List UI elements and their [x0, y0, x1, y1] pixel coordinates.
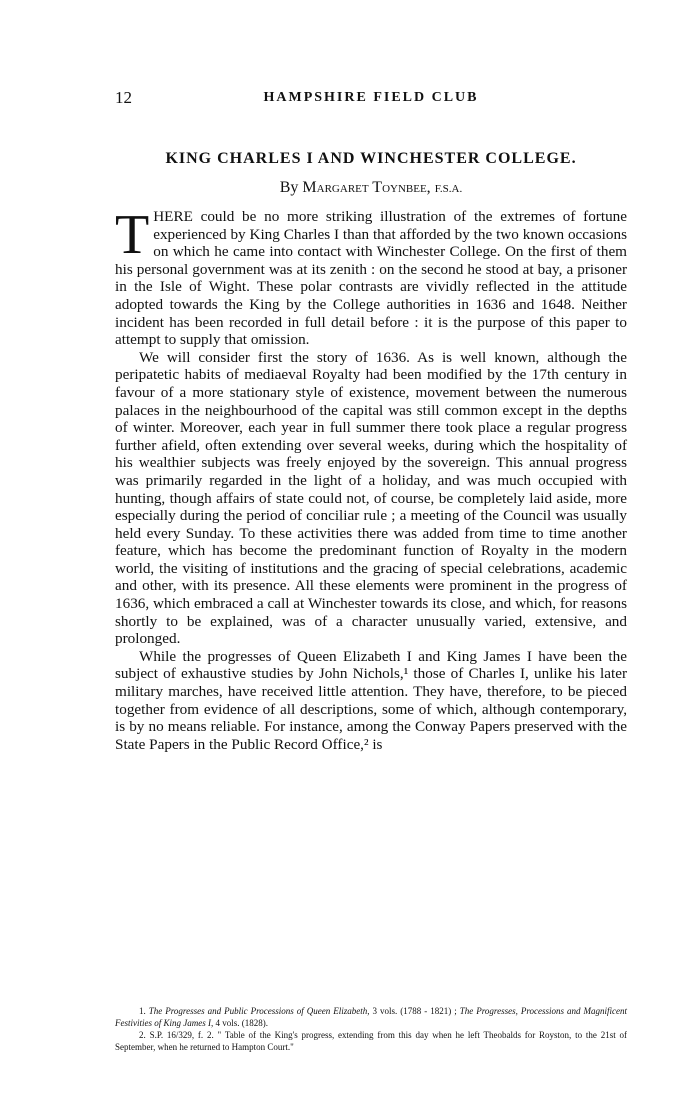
footnote-1-mid: 3 vols. (1788 - 1821) ; [369, 1006, 460, 1016]
paragraph-2: We will consider first the story of 1636. As is well known, although the peripatetic habits of mediaeval Royalty had been modified by the 17th century in favour of a more stationary style of existence, movement between the numerous palaces in the neighbourhood of the capital was still common except in the depths of winter. Moreover, each year in full summer there took place a regular progress further afield, often extending over several weeks, during which the hospitality of his wealthier subjects was freely enjoyed by the sovereign. This annual progress was primarily regarded in the light of a holiday, and was much occupied with hunting, though affairs of state could not, of course, be completely laid aside, more especially during the period of conciliar rule ; a meeting of the Council was usually held every Sunday. To these activities there was added from time to time another feature, which has become the predominant function of Royalty in the modern world, the visiting of institutions and the gracing of special celebrations, academic and other, with its presence. All these elements were prominent in the progress of 1636, which embraced a call at Winchester towards its close, and which, for reasons shortly to be explained, was of a character unusually varied, extensive, and prolonged. [115, 348, 627, 648]
footnotes [115, 1005, 627, 1053]
author-credentials: F.S.A. [434, 183, 463, 195]
page-number: 12 [115, 88, 132, 107]
page-header [115, 88, 627, 110]
drop-cap: T [115, 204, 150, 266]
article-body [115, 204, 627, 753]
paragraph-1-text: HERE could be no more striking illustration of the extremes of fortune experienced by King Charles I than that afforded by the two known occasions on which he came into contact with Winchester College. On the first of them his personal government was at its zenith : on the second he stood at bay, a prisoner in the Isle of Wight. These polar contrasts are vividly reflected in the attitude adopted towards the King by the College authorities in 1636 and 1648. Neither incident has been recorded in full detail before : it is the purpose of this paper to attempt to supply that omission. [115, 208, 627, 349]
footnote-1-title-b: The Progresses, Processions and Magnificent Festivities of King James I, [115, 1006, 628, 1028]
footnote-1-number: 1. [139, 1006, 146, 1016]
running-head: HAMPSHIRE FIELD CLUB [263, 90, 479, 105]
byline-prefix: By [279, 179, 299, 196]
footnote-1 [115, 1005, 627, 1029]
paragraph-3: While the progresses of Queen Elizabeth I and King James I have been the subject of exhaustive studies by John Nichols,¹ those of Charles I, unlike his later military marches, have received little attention. They have, therefore, to be pieced together from evidence of all descriptions, some of which, although contemporary, is by no means reliable. For instance, among the Conway Papers preserved with the State Papers in the Public Record Office,² is [115, 647, 627, 753]
footnote-1-title-a: The Progresses and Public Processions of Queen Elizabeth, [148, 1006, 370, 1016]
author-name: Margaret Toynbee, [302, 179, 431, 196]
byline [115, 179, 627, 197]
footnote-2-number: 2. [139, 1030, 146, 1040]
footnote-2-text: S.P. 16/329, f. 2. " Table of the King's progress, extending from this day when he left Theobalds for Royston, to the 21st of September, when he returned to Hampton Court." [115, 1030, 628, 1052]
paragraph-1 [115, 204, 627, 349]
footnote-2 [115, 1029, 627, 1053]
article-title: KING CHARLES I AND WINCHESTER COLLEGE. [165, 150, 577, 167]
footnote-1-end: 4 vols. (1828). [213, 1018, 268, 1028]
